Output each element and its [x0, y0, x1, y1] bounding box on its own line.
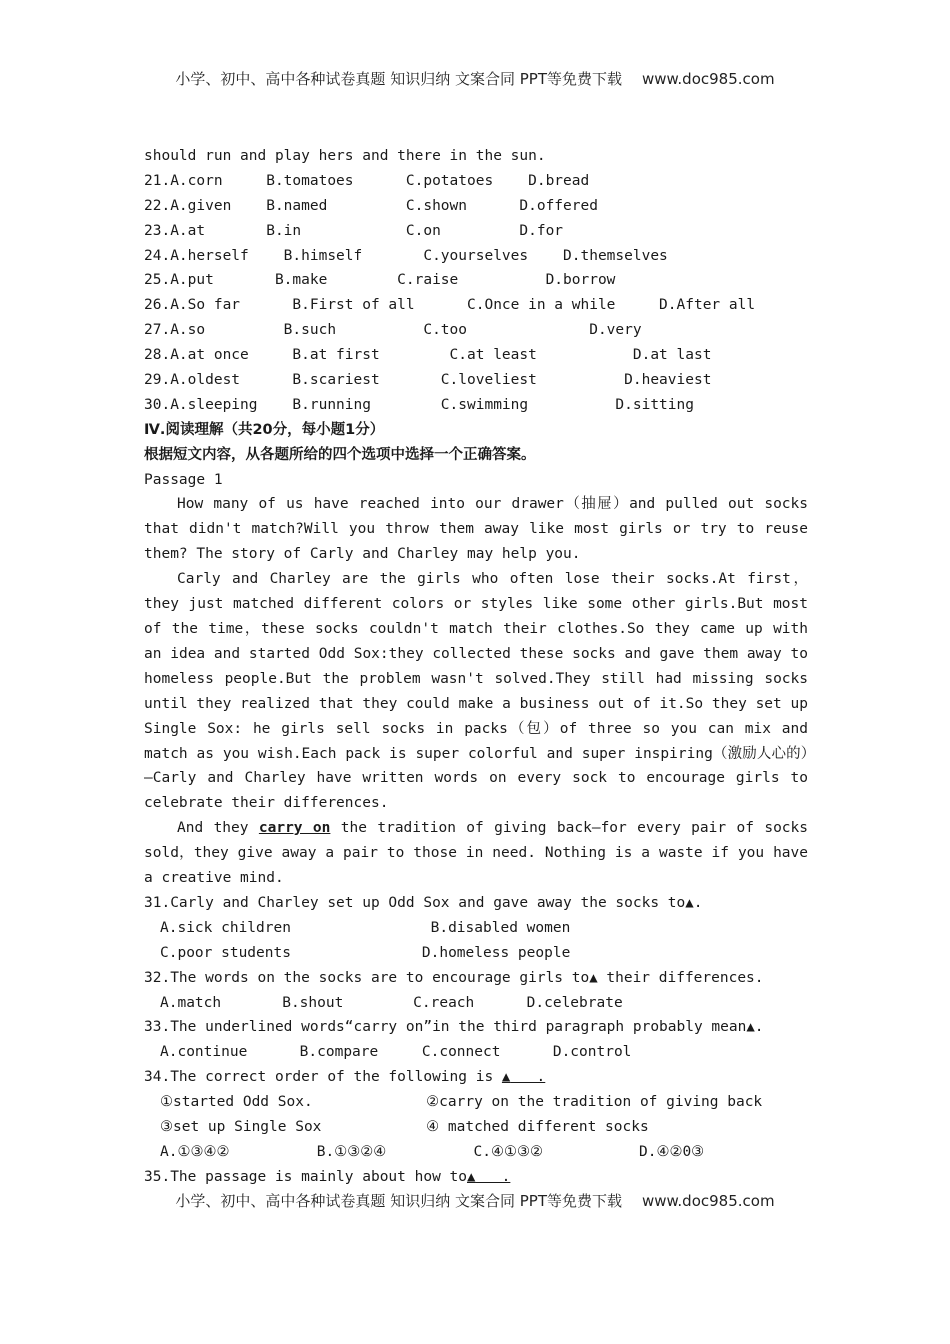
question-35 [144, 1165, 808, 1190]
q35-stem: 35.The passage is mainly about how to [144, 1168, 468, 1185]
q34-items-row-1: ①started Odd Sox. ②carry on the tradition of giving back [160, 1094, 763, 1111]
para3-after: the tradition of giving back—for every pair of socks sold，they give away a pair to those in need. Nothing is a waste if you have a creative mind. [144, 820, 808, 887]
footer-text: 小学、初中、高中各种试卷真题 知识归纳 文案合同 PPT等免费下载 [175, 1192, 622, 1210]
q34-stem: 34.The correct order of the following is [144, 1069, 502, 1086]
question-31 [144, 891, 808, 916]
cloze-item-29: 29.A.oldest B.scariest C.loveliest D.heaviest [144, 372, 712, 389]
passage-paragraph-3 [144, 816, 808, 891]
blank-triangle-icon: ▲ [467, 1168, 476, 1185]
q31-options-row-1: A.sick children B.disabled women [160, 919, 571, 936]
cloze-item-27: 27.A.so B.such C.too D.very [144, 322, 642, 339]
q31-stem: 31.Carly and Charley set up Odd Sox and gave away the socks to [144, 894, 686, 911]
underlined-phrase: carry on [258, 820, 331, 837]
footer-url: www.doc985.com [641, 1192, 775, 1210]
q32-options: A.match B.shout C.reach D.celebrate [160, 994, 623, 1011]
section-title: Ⅳ.阅读理解（共20分，每小题1分） [144, 421, 385, 438]
cloze-item-25: 25.A.put B.make C.raise D.borrow [144, 272, 616, 289]
blank-triangle-icon: ▲ [685, 894, 694, 911]
section-instruction: 根据短文内容，从各题所给的四个选项中选择一个正确答案。 [144, 446, 536, 463]
blank-triangle-icon: ▲ [589, 969, 598, 986]
page-header [0, 68, 950, 89]
q34-end: . [510, 1069, 546, 1086]
q31-options-row-2: C.poor students D.homeless people [160, 944, 571, 961]
question-34 [144, 1065, 808, 1090]
cloze-item-21: 21.A.corn B.tomatoes C.potatoes D.bread [144, 172, 590, 189]
cloze-item-23: 23.A.at B.in C.on D.for [144, 222, 564, 239]
para3-before: And they [177, 820, 259, 837]
passage-paragraph-1: How many of us have reached into our drawer（抽屉）and pulled out socks that didn't match?Will you throw them away like most girls or try to reuse them? The story of Carly and Charley may help you. [144, 496, 808, 563]
cloze-item-22: 22.A.given B.named C.shown D.offered [144, 197, 598, 214]
worksheet-body [144, 144, 808, 1190]
cloze-item-30: 30.A.sleeping B.running C.swimming D.sitting [144, 396, 694, 413]
q31-end: . [693, 894, 703, 911]
question-32 [144, 966, 808, 991]
q33-end: . [754, 1019, 764, 1036]
page-footer [0, 1190, 950, 1211]
q32-stem: 32.The words on the socks are to encourage girls to [144, 969, 590, 986]
cloze-item-24: 24.A.herself B.himself C.yourselves D.themselves [144, 247, 668, 264]
q32-end: their differences. [597, 969, 764, 986]
passage-label: Passage 1 [144, 471, 223, 488]
q34-items-row-2: ③set up Single Sox ④ matched different socks [160, 1118, 649, 1135]
cloze-tail-line: should run and play hers and there in the sun. [144, 148, 546, 164]
passage-paragraph-2: Carly and Charley are the girls who often lose their socks.At first，they just matched different colors or styles like some other girls.But most of the time，these socks couldn't match their clothes.So they came up with an idea and started Odd Sox:they collected these socks and gave them away to homeless people.But the problem wasn't solved.They still had missing socks until they realized that they could make a business out of it.So they set up Single Sox: he girls sell socks in packs（包）of three so you can mix and match as you wish.Each pack is super colorful and super inspiring（激励人心的）—Carly and Charley have written words on every sock to encourage girls to celebrate their differences. [144, 571, 808, 812]
question-33 [144, 1015, 808, 1040]
q33-stem: 33.The underlined words“carry on”in the third paragraph probably mean [144, 1019, 747, 1036]
q35-blank [467, 1169, 510, 1185]
blank-triangle-icon: ▲ [501, 1069, 511, 1086]
q34-blank [502, 1069, 545, 1085]
cloze-item-26: 26.A.So far B.First of all C.Once in a while D.After all [144, 297, 756, 314]
q35-end: . [475, 1168, 511, 1185]
q33-options: A.continue B.compare C.connect D.control [160, 1044, 632, 1061]
q34-options: A.①③④② B.①③②④ C.④①③② D.④②0③ [160, 1143, 705, 1160]
header-url: www.doc985.com [641, 70, 775, 88]
header-text: 小学、初中、高中各种试卷真题 知识归纳 文案合同 PPT等免费下载 [175, 70, 622, 88]
cloze-item-28: 28.A.at once B.at first C.at least D.at last [144, 347, 712, 364]
blank-triangle-icon: ▲ [746, 1019, 755, 1036]
